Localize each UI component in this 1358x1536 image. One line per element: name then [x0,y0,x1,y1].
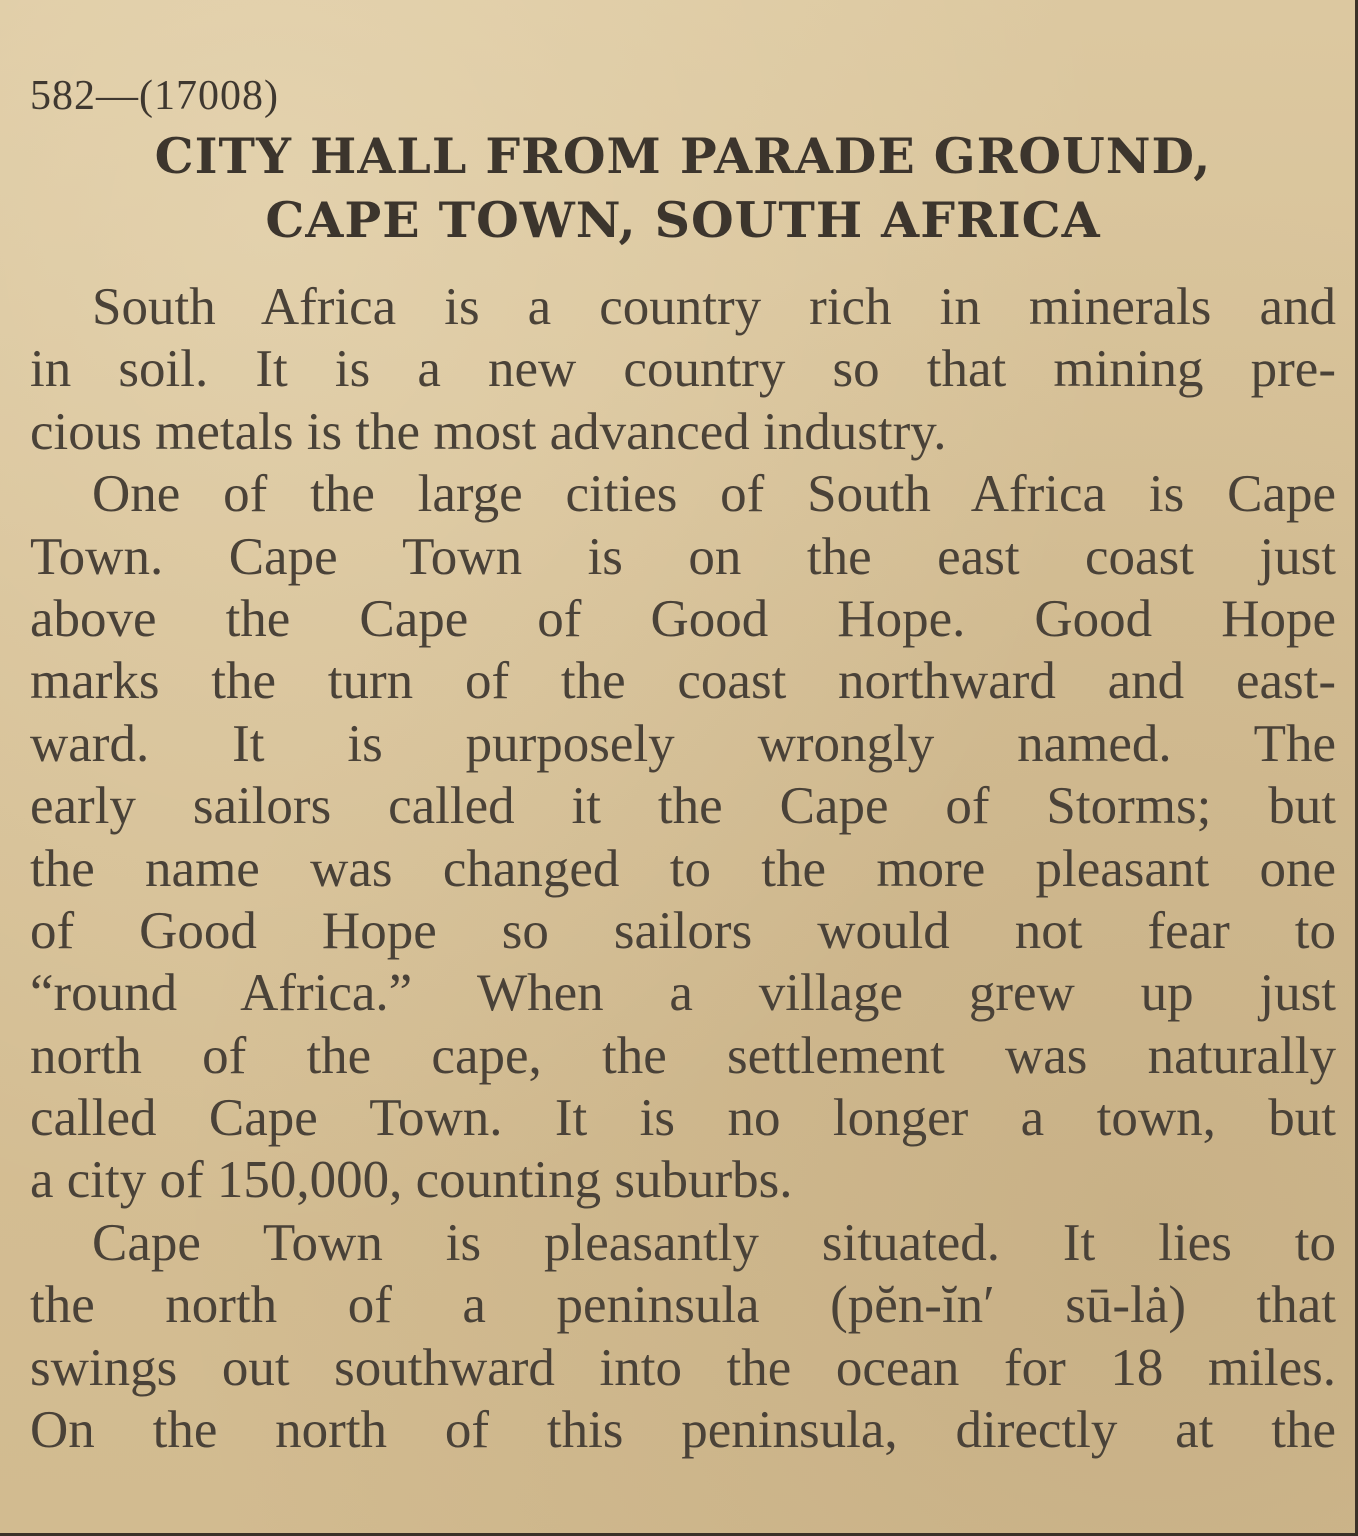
paragraph-2-line: of Good Hope so sailors would not fear to [30,901,1336,960]
paragraph-1-line: in soil. It is a new country so that mining pre- [30,340,1336,399]
body-text [30,276,1336,1461]
paragraph-1-line: cious metals is the most advanced industry. [30,402,947,461]
catalog-number: 582—(17008) [30,73,279,119]
paragraph-3-line: the north of a peninsula (pĕn-ĭn′ sū-lȧ) that [30,1276,1336,1335]
title-line-2: CAPE TOWN, SOUTH AFRICA [265,191,1101,249]
paragraph-3-line: On the north of this peninsula, directly at the [30,1401,1336,1460]
paragraph-2-line: Town. Cape Town is on the east coast just [30,527,1336,586]
title-line-1: CITY HALL FROM PARADE GROUND, [154,127,1212,185]
paragraph-2-line: One of the large cities of South Africa is Cape [92,465,1336,524]
paragraph-1-line: South Africa is a country rich in minerals and [92,278,1336,336]
paragraph-2-line: “round Africa.” When a village grew up just [30,964,1336,1023]
paragraph-2-line: a city of 150,000, counting suburbs. [30,1151,793,1210]
paragraph-2-line: early sailors called it the Cape of Storms; but [30,777,1336,836]
paragraph-3-line: Cape Town is pleasantly situated. It lies to [92,1213,1336,1272]
paragraph-2-line: above the Cape of Good Hope. Good Hope [30,589,1336,648]
paragraph-2-line: marks the turn of the coast northward and east- [30,652,1336,711]
card-content [30,68,1336,1461]
paragraph-2-line: called Cape Town. It is no longer a town, but [30,1089,1336,1148]
paragraph-2-line: the name was changed to the more pleasant one [30,839,1336,898]
paragraph-2-line: north of the cape, the settlement was naturally [30,1026,1336,1085]
paragraph-3-line: swings out southward into the ocean for 18 miles. [30,1338,1336,1397]
paragraph-2-line: ward. It is purposely wrongly named. The [30,714,1336,773]
